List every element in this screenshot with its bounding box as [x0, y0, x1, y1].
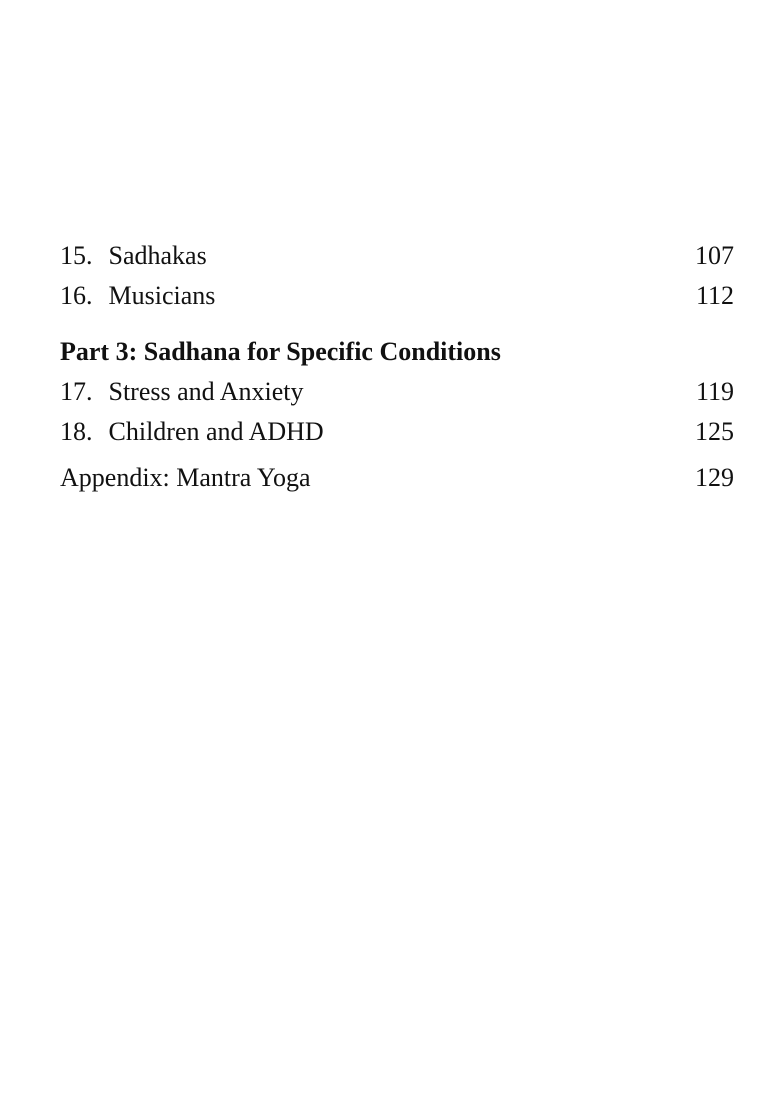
toc-entry	[60, 236, 734, 276]
page-number: 119	[695, 377, 734, 406]
chapter-number: 16.	[60, 281, 93, 310]
toc-entry-label	[60, 372, 304, 412]
toc-entry	[60, 412, 734, 452]
page-number: 112	[695, 281, 734, 310]
table-of-contents	[60, 236, 734, 498]
chapter-title: Musicians	[108, 281, 216, 310]
page-number: 107	[695, 241, 734, 270]
chapter-number: 17.	[60, 377, 93, 406]
toc-entry-label	[60, 276, 215, 316]
page-number: 125	[695, 417, 734, 446]
part-heading: Part 3: Sadhana for Specific Conditions	[60, 337, 501, 366]
toc-entry-label	[60, 236, 207, 276]
toc-appendix-entry	[60, 458, 734, 498]
chapter-title: Stress and Anxiety	[108, 377, 304, 406]
chapter-title: Sadhakas	[108, 241, 207, 270]
toc-entry	[60, 372, 734, 412]
appendix-title: Appendix: Mantra Yoga	[60, 463, 311, 492]
chapter-number: 15.	[60, 241, 93, 270]
page-number: 129	[695, 463, 734, 492]
chapter-number: 18.	[60, 417, 93, 446]
chapter-title: Children and ADHD	[108, 417, 324, 446]
toc-entry-label	[60, 412, 324, 452]
toc-entry	[60, 276, 734, 316]
